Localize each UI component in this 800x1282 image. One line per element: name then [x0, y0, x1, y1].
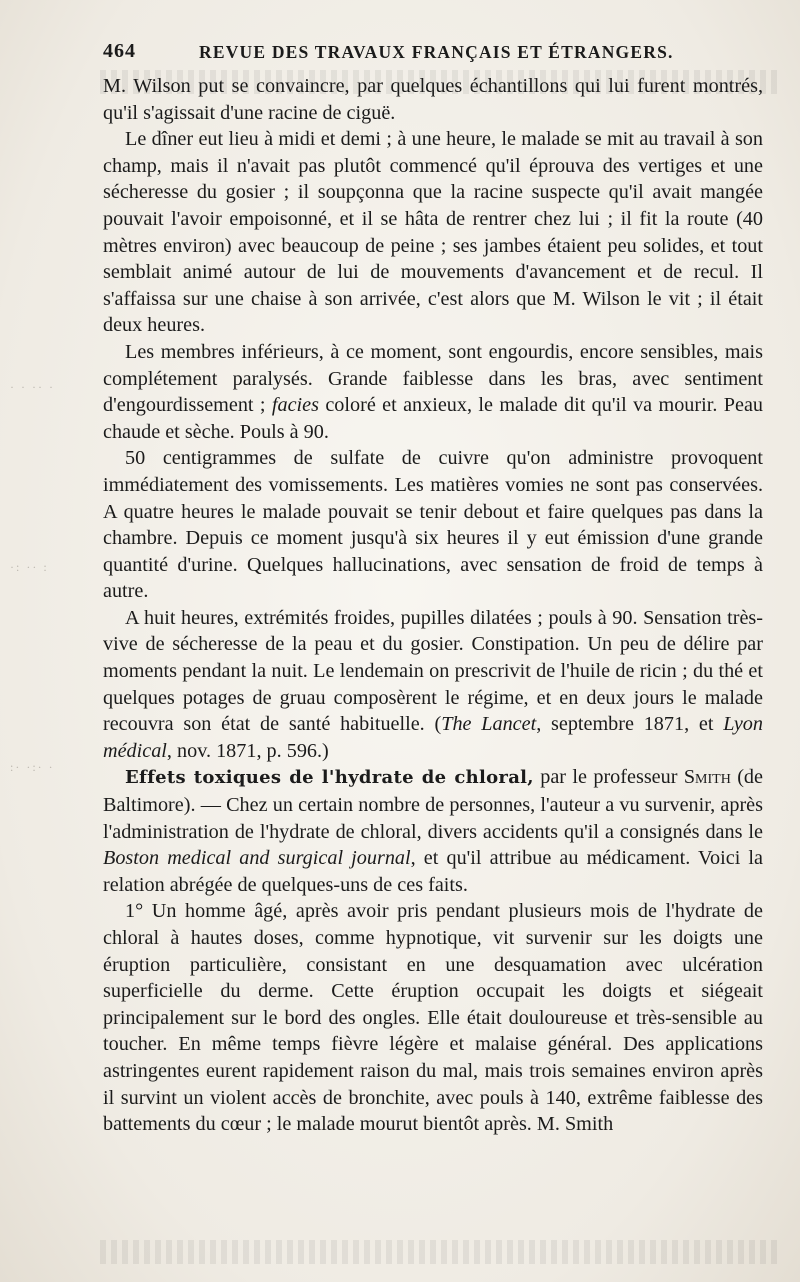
text-run: , nov. 1871, p. 596.)	[166, 739, 329, 762]
italic-term: facies	[271, 394, 319, 417]
text-run: , et qu'il attribue au médicament. Voici la relation abrégée de quelques-uns de ces faits.	[103, 847, 763, 896]
paragraph: Le dîner eut lieu à midi et demi ; à une heure, le malade se mit au travail à son champ, mais il n'avait pas plutôt commencé qu'il éprouva des vertiges et une sécheresse du gosier ; il soupçonna que la racine suspecte qu'il avait mangée pouvait l'avoir empoisonné, et il se hâta de rentrer chez lui ; il fit la route (40 mètres environ) avec beaucoup de peine ; ses jambes étaient peu solides, et tout semblait animé autour de lui de mouvements d'avancement et de recul. Il s'affaissa sur une chaise à son arrivée, c'est alors que M. Wilson le vit ; il était deux heures.	[103, 128, 763, 337]
text-run: par le professeur	[533, 766, 684, 789]
paragraph	[103, 339, 763, 445]
journal-citation: Boston medical and surgical journal	[103, 847, 411, 870]
paragraph: 1° Un homme âgé, après avoir pris pendant plusieurs mois de l'hydrate de chloral à hautes doses, comme hypnotique, vit survenir sur les doigts une éruption particulière, consistant en une desquamation avec ulcération superficielle du derme. Cette éruption occupait les doigts et siégeait principalement sur le bord des ongles. Elle était douloureuse et très-sensible au toucher. En même temps fièvre légère et malaise général. Des applications astringentes eurent rapidement raison du mal, mais trois semaines environ après il survint un violent accès de bronchite, avec pouls à 140, extrême faiblesse des battements du cœur ; le malade mourut bientôt après. M. Smith	[103, 900, 763, 1136]
paragraph: M. Wilson put se convaincre, par quelques échantillons qui lui furent montrés, qu'il s'agissait d'une racine de ciguë.	[103, 75, 763, 124]
paragraph: 50 centigrammes de sulfate de cuivre qu'on administre provoquent immédiatement des vomissements. Les matières vomies ne sont pas conservées. A quatre heures le malade pouvait se tenir debout et faire quelques pas dans la chambre. Depuis ce moment jusqu'à six heures il y eut émission d'une grande quantité d'urine. Quelques hallucinations, avec sensation de froid de temps à autre.	[103, 447, 763, 603]
journal-citation: The Lancet	[441, 713, 537, 736]
text-run: Les membres inférieurs, à ce moment, sont engourdis, encore sensibles, mais complétement paralysés. Grande faiblesse dans les bras, avec sentiment d'engourdissement ;	[103, 340, 763, 417]
margin-smudge: · · ·· ·	[10, 380, 55, 394]
paragraph	[103, 605, 763, 765]
author-name: Smith	[683, 766, 731, 789]
text-run: , septembre 1871, et	[536, 713, 724, 736]
margin-smudge: :· ·:· ·	[10, 760, 55, 774]
paragraph	[103, 764, 763, 898]
page-number: 464	[103, 40, 136, 62]
text-run: (de Baltimore). — Chez un certain nombre de personnes, l'auteur a vu survenir, après l'administration de l'hydrate de chloral, divers accidents qu'il a consignés dans le	[103, 766, 763, 843]
section-title: Effets toxiques de l'hydrate de chloral,	[125, 767, 534, 789]
margin-smudge: ·: ·· :	[10, 560, 49, 574]
running-head	[103, 36, 763, 66]
journal-citation: Lyon médical	[103, 713, 763, 762]
text-run: coloré et anxieux, le malade dit qu'il va mourir. Peau chaude et sèche. Pouls à 90.	[103, 394, 763, 443]
text-run: A huit heures, extrémités froides, pupilles dilatées ; pouls à 90. Sensation très-vive de sécheresse de la peau et du gosier. Constipation. Un peu de délire par moments pendant la nuit. Le lendemain on prescrivit de l'huile de ricin ; du thé et quelques potages de gruau composèrent le régime, et en deux jours le malade recouvra son état de santé habituelle. (	[103, 606, 763, 736]
article-body	[103, 73, 763, 1138]
journal-title: REVUE DES TRAVAUX FRANÇAIS ET ÉTRANGERS.	[199, 42, 674, 62]
show-through-bottom	[100, 1240, 780, 1264]
